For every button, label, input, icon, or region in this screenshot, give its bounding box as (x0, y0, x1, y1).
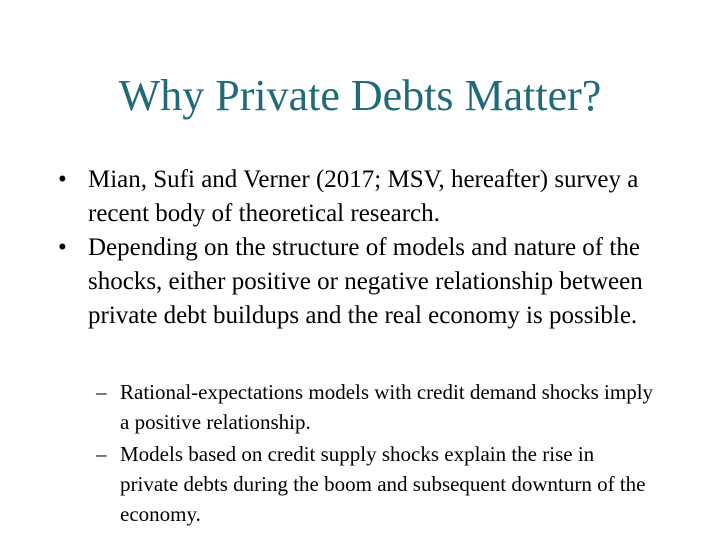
sub-bullet-item (96, 377, 656, 437)
sub-bullet-list (96, 377, 656, 529)
sub-bullet-text: Models based on credit supply shocks explain the rise in private debts during the boom and subsequent downturn of the economy. (120, 442, 646, 526)
bullet-item (56, 163, 666, 231)
bullet-item (56, 231, 666, 333)
slide-title: Why Private Debts Matter? (118, 71, 602, 120)
bullet-marker: • (58, 166, 67, 193)
sub-bullet-item (96, 439, 656, 529)
sub-bullet-text: Rational-expectations models with credit demand shocks imply a positive relationship. (120, 380, 654, 434)
bullet-marker: • (58, 234, 67, 261)
bullet-list (56, 163, 666, 333)
sub-bullet-marker: – (96, 380, 107, 404)
bullet-text: Mian, Sufi and Verner (2017; MSV, hereafter) survey a recent body of theoretical research. (88, 166, 639, 227)
sub-bullet-marker: – (96, 442, 107, 466)
bullet-text: Depending on the structure of models and nature of the shocks, either positive or negative relationship between private debt buildups and the real economy is possible. (88, 234, 643, 329)
